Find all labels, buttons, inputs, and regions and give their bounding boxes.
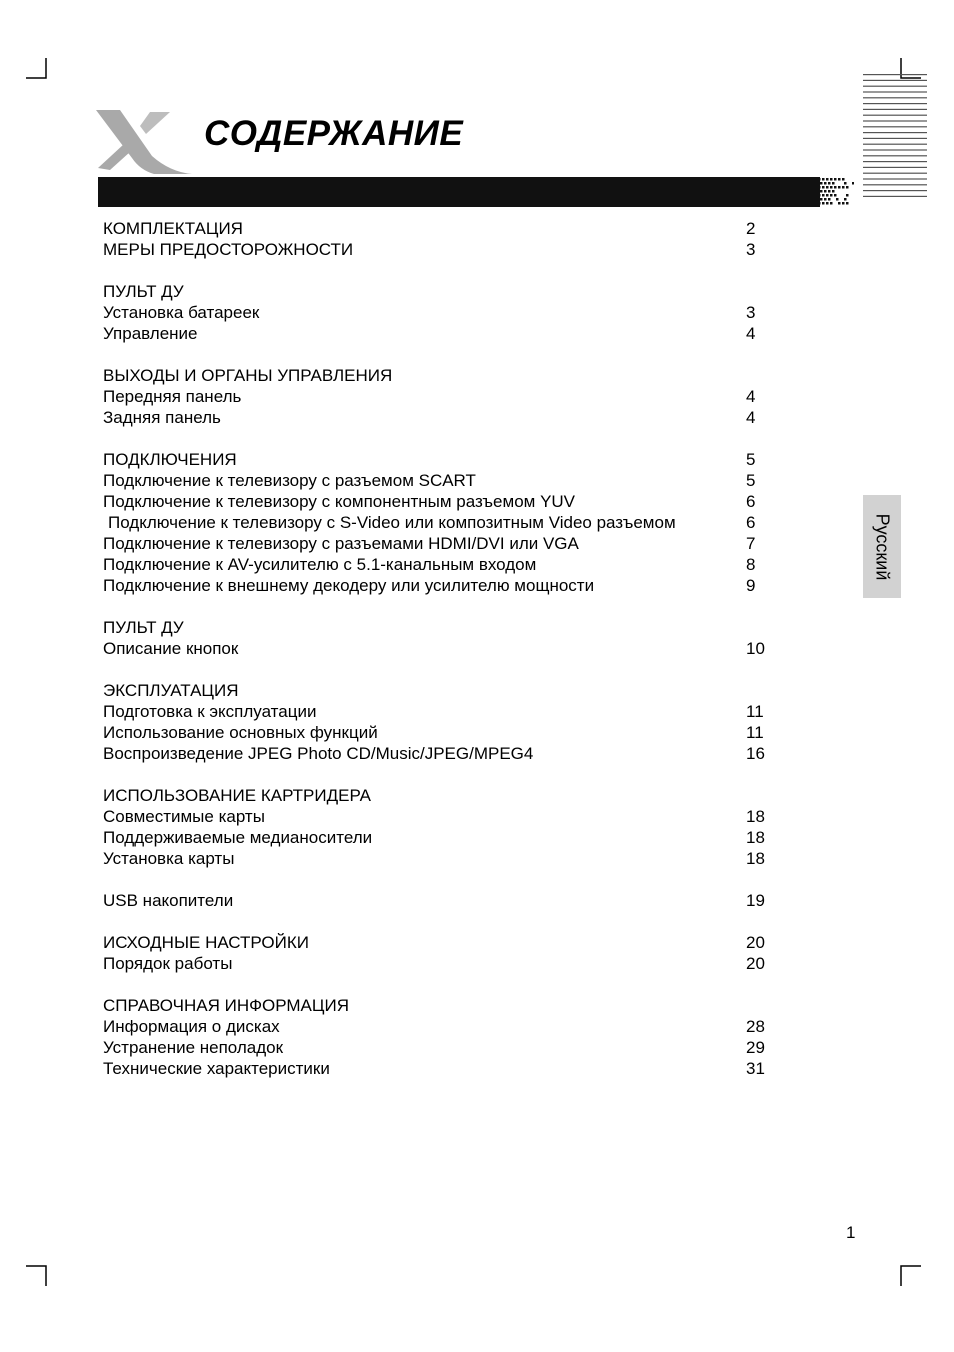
toc-entry-page: 9 (746, 576, 756, 595)
toc-entry (103, 827, 783, 848)
toc-entry-page: 16 (746, 744, 765, 763)
toc-entry-page: 11 (746, 702, 764, 721)
toc-entry (103, 407, 783, 428)
toc-entry (103, 806, 783, 827)
toc-section (103, 218, 783, 260)
toc-entry (103, 617, 783, 638)
toc-entry (103, 386, 783, 407)
toc-entry-label: Передняя панель (103, 387, 242, 406)
toc-entry-page: 10 (746, 639, 765, 658)
toc-entry-page: 3 (746, 240, 756, 259)
toc-entry-label: Управление (103, 324, 198, 343)
toc-entry (103, 512, 783, 533)
toc-entry (103, 890, 783, 911)
corner-stripes-decoration (863, 72, 927, 200)
toc-entry (103, 1058, 783, 1079)
toc-entry-label: Поддерживаемые медианосители (103, 828, 373, 847)
toc-entry (103, 680, 783, 701)
toc-entry (103, 932, 783, 953)
toc-entry-page: 5 (746, 471, 756, 490)
crop-mark-top-left (26, 58, 48, 80)
toc-entry (103, 1016, 783, 1037)
toc-entry-label: ПУЛЬТ ДУ (103, 618, 184, 637)
toc-entry-page: 18 (746, 849, 765, 868)
toc-entry-label: Установка батареек (103, 303, 260, 322)
toc-entry (103, 323, 783, 344)
toc-entry (103, 491, 783, 512)
toc-entry (103, 239, 783, 260)
toc-entry-label: Технические характеристики (103, 1059, 330, 1078)
toc-entry-label: Подключение к телевизору с разъемом SCART (103, 471, 476, 490)
toc-entry-page: 4 (746, 324, 756, 343)
toc-entry-label: Описание кнопок (103, 639, 239, 658)
brand-x-logo (96, 108, 196, 176)
toc-entry-page: 28 (746, 1017, 765, 1036)
toc-entry-page: 18 (746, 807, 765, 826)
toc-entry-label: Задняя панель (103, 408, 221, 427)
toc-entry-page: 4 (746, 387, 756, 406)
header-bar-dot-pattern (818, 177, 854, 207)
toc-entry-label: Подключение к телевизору с компонентным разъемом YUV (103, 492, 576, 511)
toc-entry (103, 953, 783, 974)
toc-entry-page: 8 (746, 555, 756, 574)
toc-entry-page: 20 (746, 933, 765, 952)
toc-section (103, 680, 783, 764)
toc-entry-label: Установка карты (103, 849, 235, 868)
toc-section (103, 365, 783, 428)
toc-entry-page: 6 (746, 492, 756, 511)
toc-entry (103, 470, 783, 491)
toc-entry-label: Воспроизведение JPEG Photo CD/Music/JPEG/MPEG4 (103, 744, 534, 763)
toc-entry-label: Использование основных функций (103, 723, 378, 742)
toc-entry (103, 848, 783, 869)
toc-section (103, 932, 783, 974)
toc-entry-label: USB накопители (103, 891, 234, 910)
table-of-contents (103, 218, 783, 1100)
toc-section (103, 449, 783, 596)
toc-section (103, 617, 783, 659)
toc-entry-label: ЭКСПЛУАТАЦИЯ (103, 681, 239, 700)
toc-entry (103, 1037, 783, 1058)
toc-entry (103, 449, 783, 470)
toc-entry-page: 20 (746, 954, 765, 973)
toc-entry (103, 281, 783, 302)
toc-entry (103, 701, 783, 722)
toc-entry-label: Подключение к телевизору с S-Video или композитным Video разъемом (108, 513, 676, 532)
page-number: 1 (846, 1223, 856, 1242)
toc-entry (103, 638, 783, 659)
toc-entry-label: Порядок работы (103, 954, 233, 973)
toc-entry (103, 218, 783, 239)
toc-entry-label: ВЫХОДЫ И ОРГАНЫ УПРАВЛЕНИЯ (103, 366, 393, 385)
toc-entry (103, 785, 783, 806)
toc-entry-label: ИСХОДНЫЕ НАСТРОЙКИ (103, 933, 309, 952)
toc-entry-page: 4 (746, 408, 756, 427)
header-bar (98, 177, 820, 207)
toc-entry (103, 722, 783, 743)
toc-entry-page: 19 (746, 891, 765, 910)
toc-entry-label: Подготовка к эксплуатации (103, 702, 317, 721)
toc-section (103, 785, 783, 869)
toc-entry (103, 995, 783, 1016)
toc-entry-label: СПРАВОЧНАЯ ИНФОРМАЦИЯ (103, 996, 349, 1015)
toc-entry-label: ПОДКЛЮЧЕНИЯ (103, 450, 237, 469)
toc-entry (103, 575, 783, 596)
toc-entry-page: 5 (746, 450, 756, 469)
toc-section (103, 281, 783, 344)
language-tab-label: Русский (872, 513, 893, 580)
toc-entry-page: 2 (746, 219, 756, 238)
toc-entry (103, 743, 783, 764)
toc-entry-label: Подключение к внешнему декодеру или усилителю мощности (103, 576, 595, 595)
toc-entry-label: КОМПЛЕКТАЦИЯ (103, 219, 243, 238)
toc-entry (103, 365, 783, 386)
toc-entry-page: 31 (746, 1059, 765, 1078)
crop-mark-bottom-right (900, 1265, 922, 1287)
toc-entry (103, 533, 783, 554)
toc-entry (103, 554, 783, 575)
toc-entry-label: Устранение неполадок (103, 1038, 284, 1057)
toc-entry-page: 6 (746, 513, 756, 532)
toc-entry-label: ИСПОЛЬЗОВАНИЕ КАРТРИДЕРА (103, 786, 371, 805)
toc-entry-page: 11 (746, 723, 764, 742)
toc-entry (103, 302, 783, 323)
toc-entry-label: Совместимые карты (103, 807, 265, 826)
toc-entry-page: 7 (746, 534, 756, 553)
toc-entry-page: 18 (746, 828, 765, 847)
page-title: СОДЕРЖАНИЕ (204, 114, 464, 153)
language-tab (863, 495, 901, 598)
toc-section (103, 890, 783, 911)
toc-entry-label: ПУЛЬТ ДУ (103, 282, 184, 301)
toc-entry-page: 29 (746, 1038, 765, 1057)
toc-entry-label: Подключение к телевизору с разъемами HDMI/DVI или VGA (103, 534, 579, 553)
toc-entry-label: Информация о дисках (103, 1017, 280, 1036)
toc-section (103, 995, 783, 1079)
toc-entry-page: 3 (746, 303, 756, 322)
toc-entry-label: Подключение к AV-усилителю с 5.1-канальным входом (103, 555, 537, 574)
crop-mark-bottom-left (26, 1265, 48, 1287)
toc-entry-label: МЕРЫ ПРЕДОСТОРОЖНОСТИ (103, 240, 354, 259)
